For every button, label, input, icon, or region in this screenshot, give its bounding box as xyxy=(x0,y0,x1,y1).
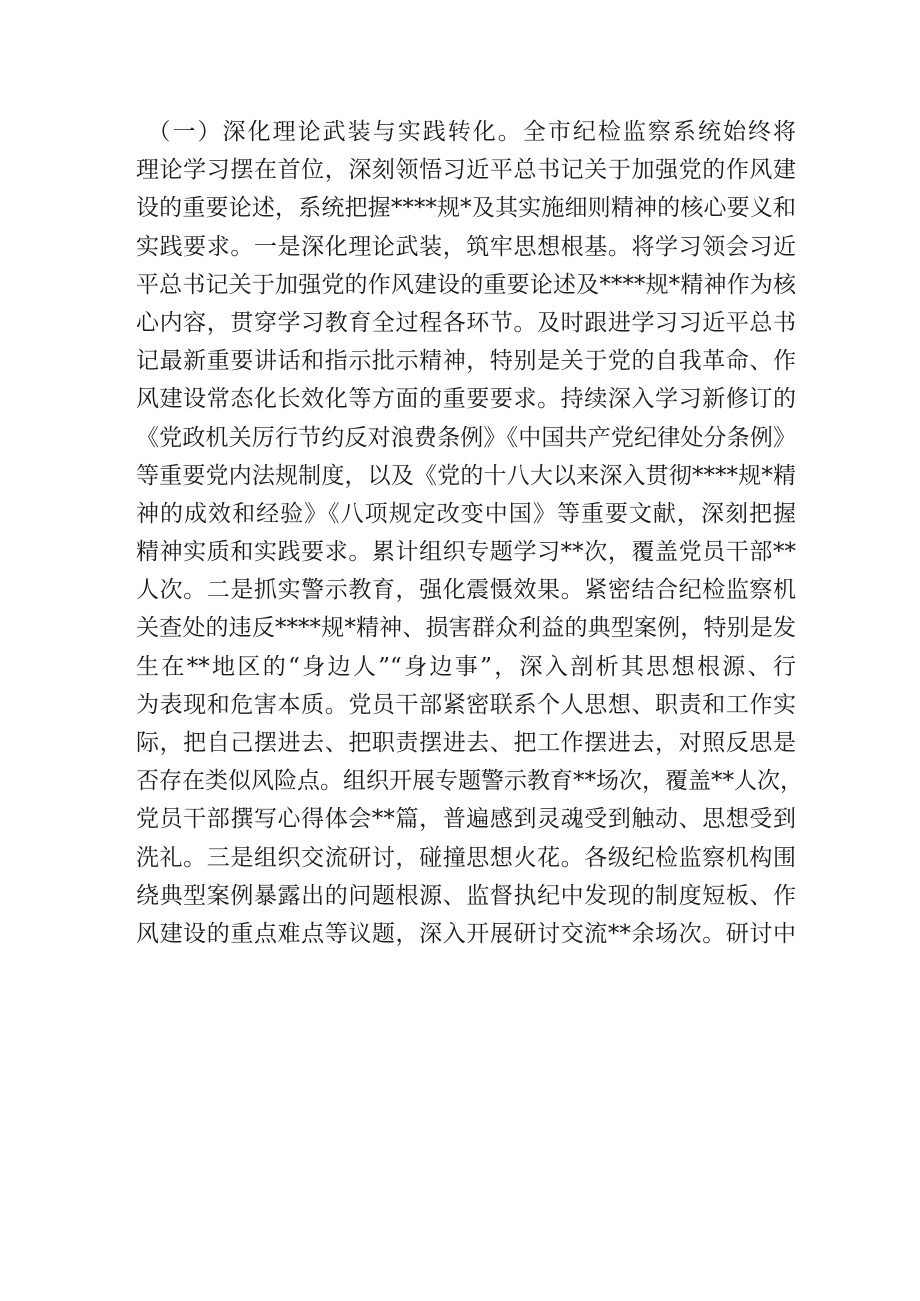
paragraph-line: 否存在类似风险点。组织开展专题警示教育**场次，覆盖**人次， xyxy=(136,768,803,795)
paragraph-line: 人次。二是抓实警示教育，强化震慑效果。紧密结合纪检监察机 xyxy=(136,577,796,604)
paragraph-line: 党员干部撰写心得体会**篇，普遍感到灵魂受到触动、思想受到 xyxy=(136,806,796,833)
paragraph-line: 风建设常态化长效化等方面的重要要求。持续深入学习新修订的 xyxy=(136,386,796,413)
paragraph-line: 生在**地区的“身边人”“身边事”，深入剖析其思想根源、行 xyxy=(136,653,796,680)
paragraph-line: 精神实质和实践要求。累计组织专题学习**次，覆盖党员干部** xyxy=(136,539,796,566)
paragraph-line: 心内容，贯穿学习教育全过程各环节。及时跟进学习习近平总书 xyxy=(136,309,796,336)
paragraph-line: 实践要求。一是深化理论武装，筑牢思想根基。将学习领会习近 xyxy=(136,233,796,260)
paragraph-line: 记最新重要讲话和指示批示精神，特别是关于党的自我革命、作 xyxy=(136,348,796,375)
paragraph-line: 设的重要论述，系统把握****规*及其实施细则精神的核心要义和 xyxy=(136,195,796,222)
paragraph-line: 平总书记关于加强党的作风建设的重要论述及****规*精神作为核 xyxy=(136,271,796,298)
paragraph-line: 为表现和危害本质。党员干部紧密联系个人思想、职责和工作实 xyxy=(136,691,796,718)
paragraph-line: 《党政机关厉行节约反对浪费条例》《中国共产党纪律处分条例》 xyxy=(136,424,796,451)
paragraph-line: 神的成效和经验》《八项规定改变中国》等重要文献，深刻把握 xyxy=(136,500,796,527)
paragraph-line: 关查处的违反****规*精神、损害群众利益的典型案例，特别是发 xyxy=(136,615,796,642)
paragraph-line: 绕典型案例暴露出的问题根源、监督执纪中发现的制度短板、作 xyxy=(136,882,796,909)
body-paragraph xyxy=(136,113,803,953)
paragraph-line: 理论学习摆在首位，深刻领悟习近平总书记关于加强党的作风建 xyxy=(136,157,796,184)
paragraph-line: 际，把自己摆进去、把职责摆进去、把工作摆进去，对照反思是 xyxy=(136,730,796,756)
paragraph-line: 等重要党内法规制度，以及《党的十八大以来深入贯彻****规*精 xyxy=(136,462,796,489)
paragraph-line: （一）深化理论武装与实践转化。全市纪检监察系统始终将 xyxy=(147,119,796,145)
paragraph-line: 洗礼。三是组织交流研讨，碰撞思想火花。各级纪检监察机构围 xyxy=(136,844,796,871)
paragraph-line: 风建设的重点难点等议题，深入开展研讨交流**余场次。研讨中 xyxy=(136,920,796,947)
